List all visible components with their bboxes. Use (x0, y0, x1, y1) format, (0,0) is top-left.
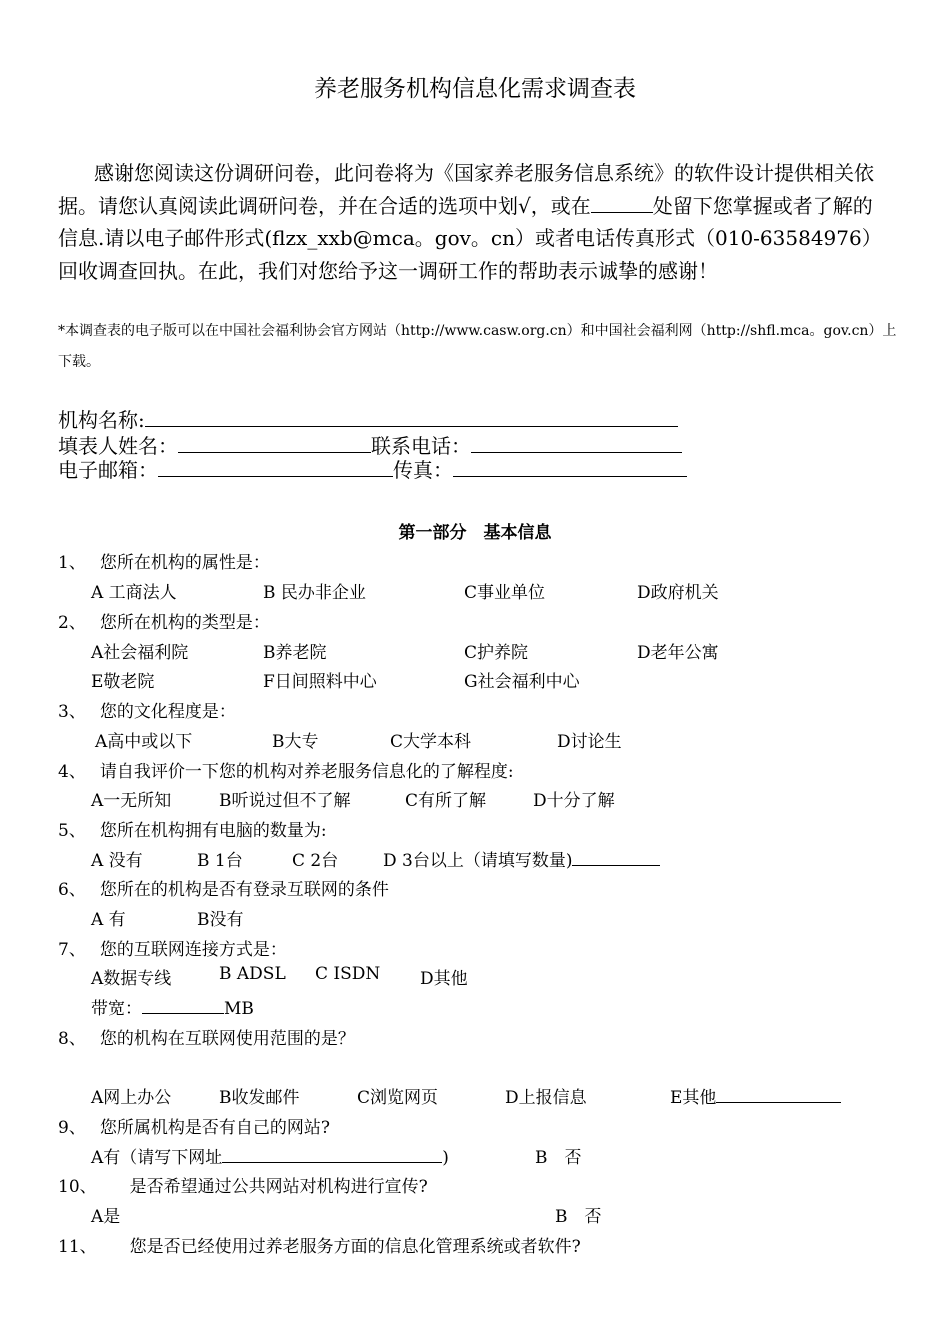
page-title: 养老服务机构信息化需求调查表 (314, 76, 636, 102)
question-text: 是否希望通过公共网站对机构进行宣传? (129, 1177, 428, 1197)
option[interactable]: D 3台以上（请填写数量) (383, 851, 573, 871)
intro-text-1: 感谢您阅读这份调研问卷，此问卷将为《国家养老服务信息系统》的软件设计提供相关依据。请您认真阅读此调研问卷，并在合适的选项中划√，或在 (58, 161, 874, 218)
option[interactable]: A高中或以下 (95, 732, 193, 752)
question-3 (58, 697, 236, 722)
option-a-with-url (91, 1143, 449, 1168)
question-6 (58, 875, 389, 900)
question-number: 6、 (58, 880, 86, 900)
question-text: 您所在的机构是否有登录互联网的条件 (99, 880, 389, 900)
question-text: 您的互联网连接方式是： (99, 940, 287, 960)
option[interactable]: B收发邮件 (219, 1088, 300, 1108)
option[interactable]: E其他 (670, 1088, 717, 1108)
download-note: *本调查表的电子版可以在中国社会福利协会官方网站（http://www.casw.org.cn）和中国社会福利网（http://shfl.mca。gov.cn）上下载。 (58, 323, 897, 370)
close-paren: ) (442, 1148, 449, 1168)
option[interactable]: C 2台 (292, 851, 339, 871)
option[interactable]: B 民办非企业 (263, 583, 366, 603)
question-text: 请自我评价一下您的机构对养老服务信息化的了解程度: (99, 762, 514, 782)
option[interactable]: A 没有 (91, 851, 143, 871)
question-8 (58, 1024, 355, 1049)
org-name-row (58, 406, 678, 433)
option[interactable]: B 否 (535, 1148, 582, 1168)
question-number: 7、 (58, 940, 86, 960)
option[interactable]: B大专 (272, 732, 319, 752)
option[interactable]: A一无所知 (91, 791, 172, 811)
option[interactable]: C护养院 (464, 643, 529, 663)
option[interactable]: A数据专线 (91, 969, 172, 989)
option[interactable]: A网上办公 (91, 1088, 172, 1108)
option[interactable]: B听说过但不了解 (219, 791, 351, 811)
question-9 (58, 1113, 330, 1138)
option[interactable]: F日间照料中心 (263, 672, 377, 692)
bandwidth-unit: MB (224, 999, 254, 1019)
phone-field[interactable] (471, 432, 682, 453)
option[interactable]: B ADSL (219, 964, 286, 984)
option[interactable]: B 1台 (197, 851, 243, 871)
option[interactable]: D政府机关 (637, 583, 719, 603)
question-text: 您所属机构是否有自己的网站? (99, 1118, 330, 1138)
option[interactable]: D十分了解 (533, 791, 615, 811)
question-text: 您的文化程度是： (99, 702, 236, 722)
email-label: 电子邮箱： (58, 458, 158, 482)
email-row (58, 456, 687, 483)
org-name-field[interactable] (145, 406, 678, 427)
question-text: 您是否已经使用过养老服务方面的信息化管理系统或者软件? (129, 1237, 581, 1257)
question-number: 2、 (58, 613, 86, 633)
phone-label: 联系电话： (371, 434, 471, 458)
question-number: 9、 (58, 1118, 86, 1138)
bandwidth-blank[interactable] (142, 997, 224, 1014)
option[interactable]: C浏览网页 (357, 1088, 439, 1108)
other-blank[interactable] (716, 1086, 841, 1103)
option-d-with-blank (383, 846, 660, 871)
intro-paragraph (58, 157, 888, 287)
filler-row (58, 432, 682, 459)
question-number: 3、 (58, 702, 86, 722)
fax-field[interactable] (453, 456, 687, 477)
option[interactable]: C事业单位 (464, 583, 546, 603)
question-text: 您所在机构的类型是： (99, 613, 270, 633)
question-number: 4、 (58, 762, 86, 782)
question-5 (58, 816, 327, 841)
option[interactable]: D老年公寓 (637, 643, 719, 663)
option[interactable]: B 否 (555, 1207, 602, 1227)
filler-name-label: 填表人姓名： (58, 434, 178, 458)
question-text: 您所在机构拥有电脑的数量为: (99, 821, 327, 841)
question-text: 您的机构在互联网使用范围的是？ (99, 1029, 355, 1049)
filler-name-field[interactable] (178, 432, 371, 453)
question-text: 您所在机构的属性是： (99, 553, 270, 573)
website-url-blank[interactable] (222, 1146, 442, 1163)
option[interactable]: D上报信息 (505, 1088, 587, 1108)
email-field[interactable] (158, 456, 393, 477)
question-4 (58, 757, 514, 782)
option-e-with-blank (670, 1083, 841, 1108)
option[interactable]: G社会福利中心 (464, 672, 580, 692)
bandwidth-row (91, 994, 254, 1019)
option[interactable]: C ISDN (315, 964, 381, 984)
intro-text-2: 处留下您掌握或者了解的信息.请以电子邮件形式(flzx_xxb@mca。gov。cn）或者电话传真形式（010-63584976）回收调查回执。在此，我们对您给予这一调研工作的帮助表示诚挚的感谢！ (58, 193, 882, 283)
question-number: 11、 (58, 1237, 97, 1257)
question-1 (58, 548, 270, 573)
question-11 (58, 1232, 581, 1257)
option[interactable]: C有所了解 (405, 791, 487, 811)
blank-example (591, 194, 653, 213)
question-2 (58, 608, 270, 633)
question-number: 8、 (58, 1029, 86, 1049)
bandwidth-label: 带宽： (91, 999, 142, 1019)
question-number: 5、 (58, 821, 86, 841)
quantity-blank[interactable] (572, 849, 660, 866)
option[interactable]: B养老院 (263, 643, 327, 663)
question-10 (58, 1172, 428, 1197)
option[interactable]: E敬老院 (91, 672, 155, 692)
question-number: 10、 (58, 1177, 97, 1197)
option[interactable]: D讨论生 (557, 732, 622, 752)
option[interactable]: A是 (91, 1207, 121, 1227)
option[interactable]: A社会福利院 (91, 643, 189, 663)
option[interactable]: A有（请写下网址 (91, 1148, 223, 1168)
question-7 (58, 935, 287, 960)
org-name-label: 机构名称: (58, 408, 145, 432)
option[interactable]: C大学本科 (390, 732, 472, 752)
option[interactable]: A 工商法人 (91, 583, 177, 603)
option[interactable]: B没有 (197, 910, 244, 930)
question-number: 1、 (58, 553, 86, 573)
option[interactable]: A 有 (91, 910, 126, 930)
section-title: 第一部分 基本信息 (398, 523, 552, 543)
option[interactable]: D其他 (420, 969, 468, 989)
fax-label: 传真： (393, 458, 453, 482)
